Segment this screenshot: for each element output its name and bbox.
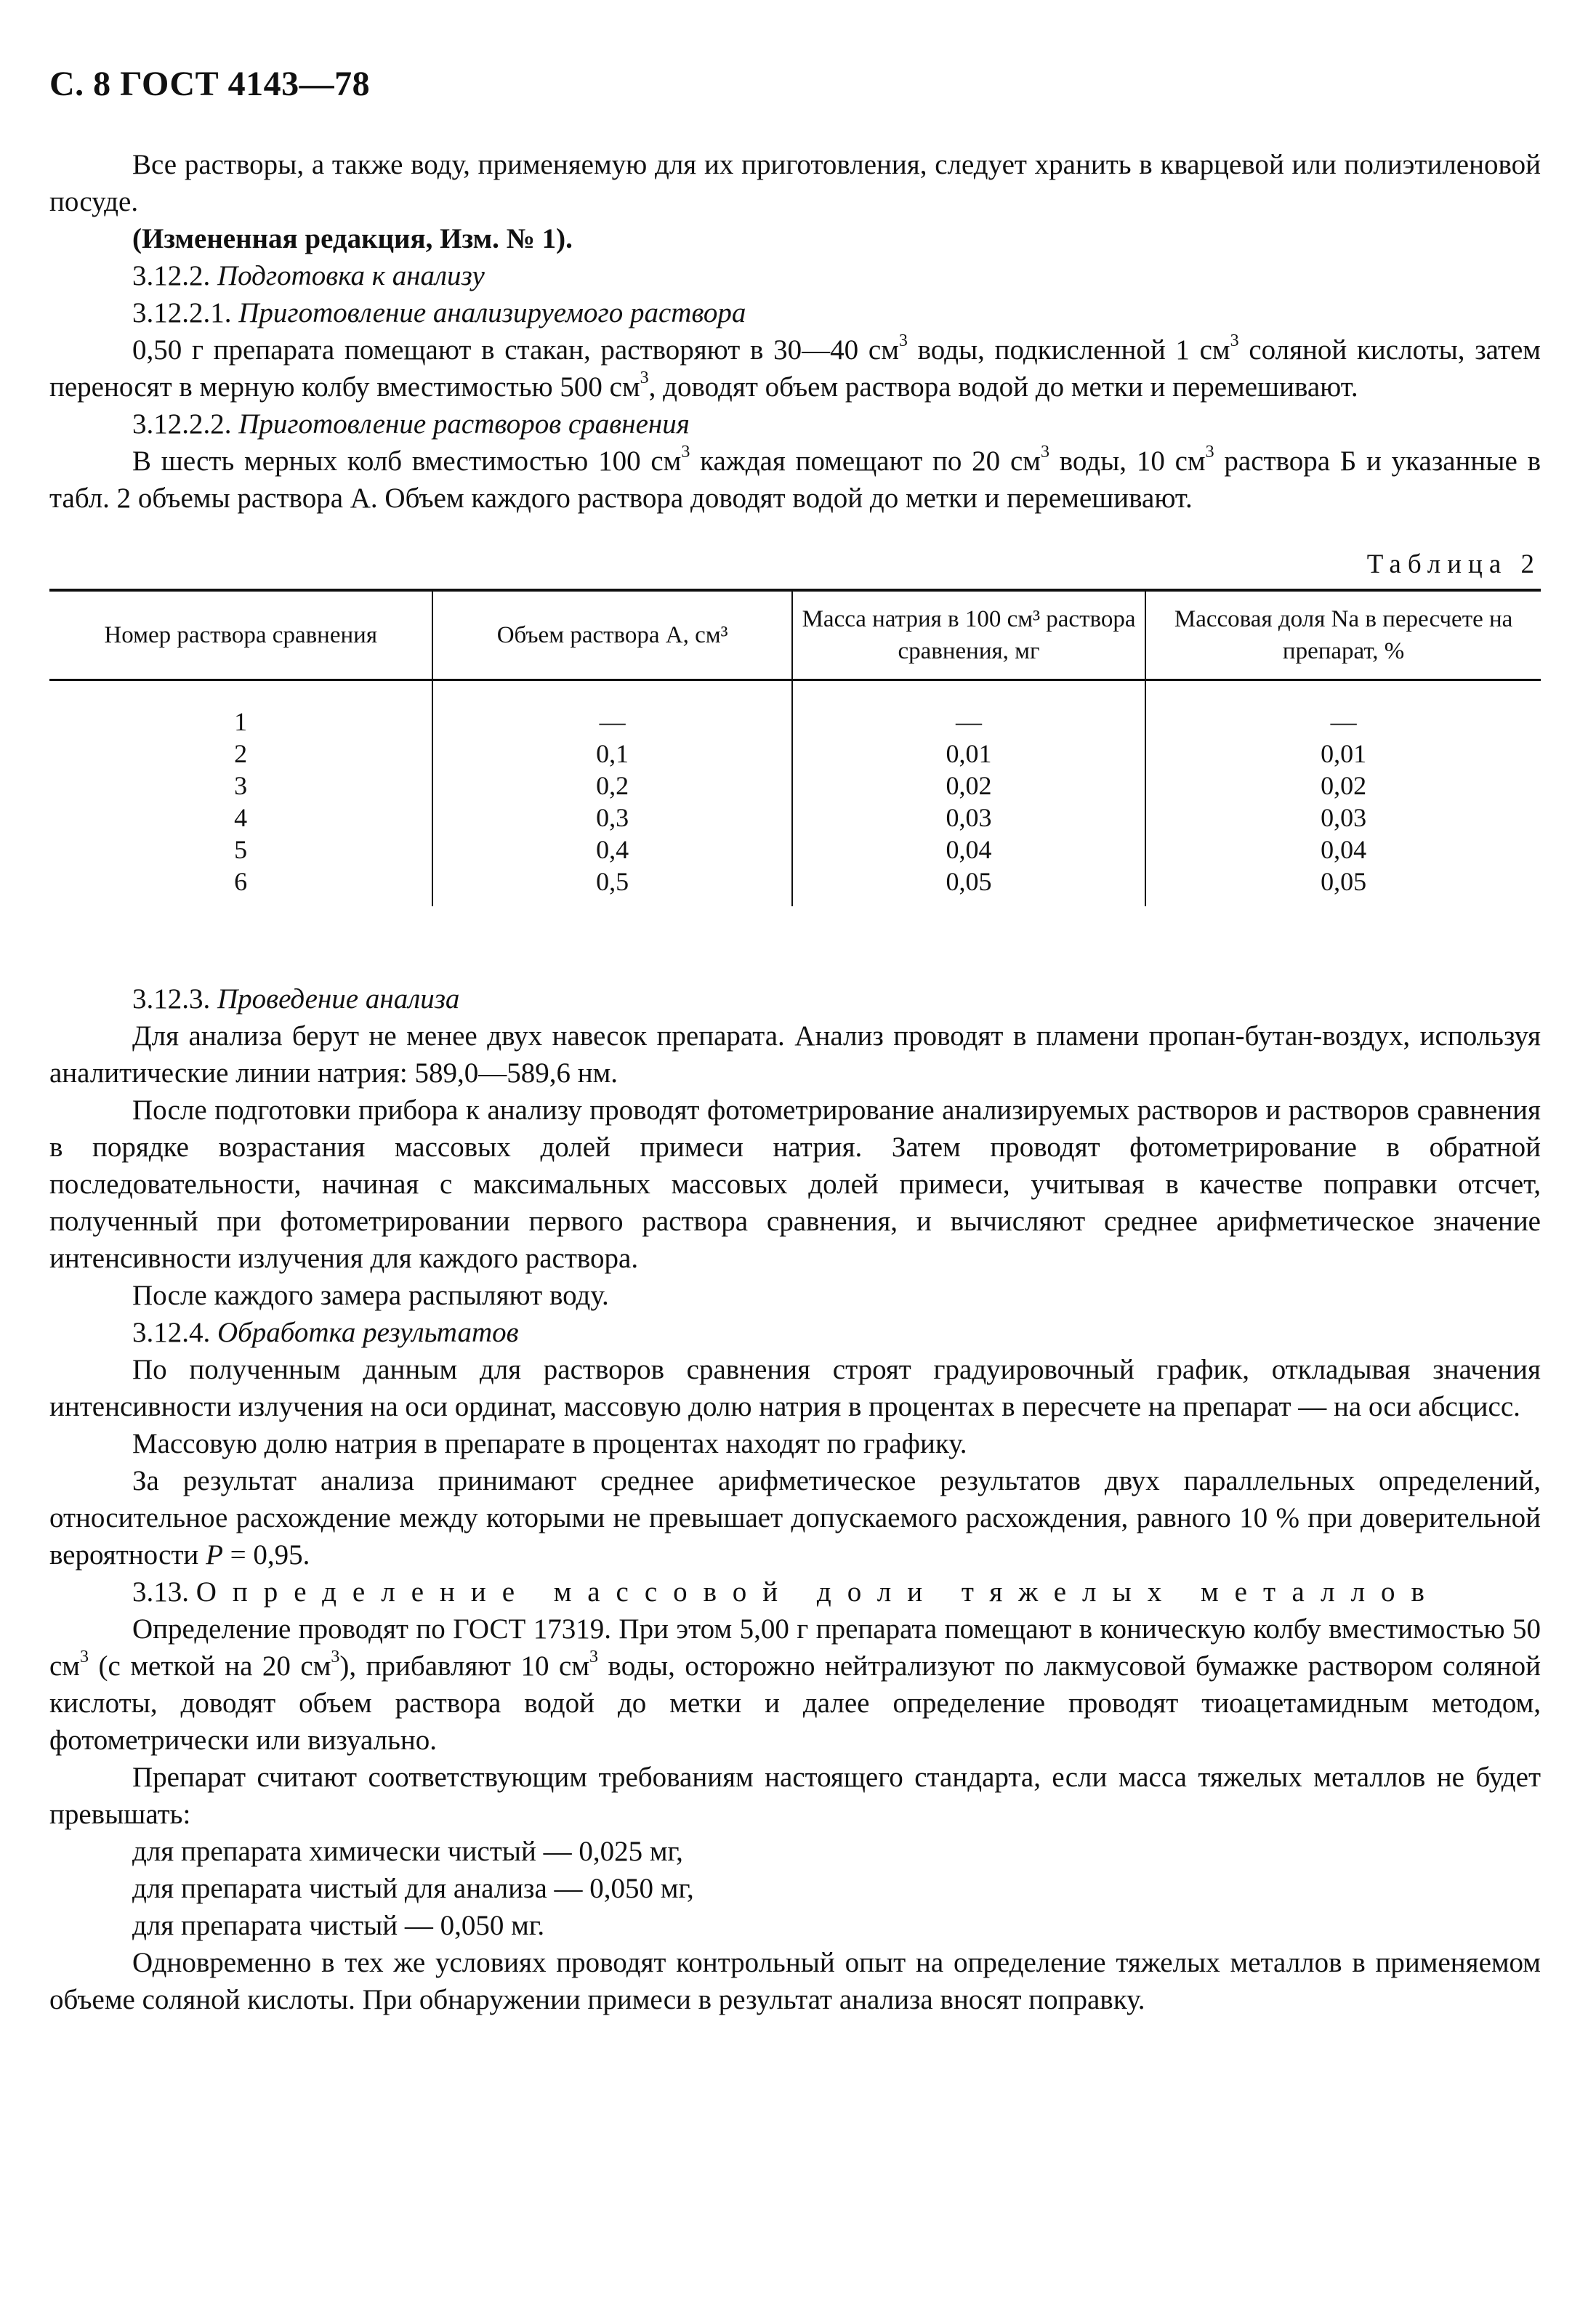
section-title: Приготовление анализируемого раствора: [238, 297, 746, 328]
table-cell: 6: [234, 867, 248, 896]
table-cell: 0,1: [432, 738, 792, 770]
column-header: Объем раствора А, см³: [432, 590, 792, 680]
section-number: 3.12.2.: [132, 260, 217, 291]
section-title: Обработка результатов: [217, 1317, 519, 1348]
reference-solutions-table: [49, 589, 1541, 906]
table-cell: 0,01: [1145, 738, 1541, 770]
table-cell: —: [1145, 680, 1541, 738]
results-paragraph-2: Массовую долю натрия в препарате в процентах находят по графику.: [132, 1428, 967, 1459]
table-row: [49, 770, 1541, 802]
table-cell: 0,04: [1145, 834, 1541, 866]
section-number: 3.12.2.2.: [132, 408, 239, 440]
section-number: 3.12.3.: [132, 983, 217, 1015]
table-cell: 0,03: [792, 802, 1145, 834]
amendment-note: [49, 220, 1541, 257]
table-row: [49, 802, 1541, 834]
table-cell: 0,02: [1145, 770, 1541, 802]
table-cell: —: [792, 680, 1145, 738]
probability-variable: Р: [206, 1539, 223, 1571]
column-header: Массовая доля Na в пересчете на препарат, %: [1145, 590, 1541, 680]
reference-solutions-paragraph: В шесть мерных колб вместимостью 100 $см^3$ каждая помещают по 20 $см^3$ воды, 10 $см^3$ раствора Б и указанные в табл. 2 объемы раствора А. Объем каждого раствора доводят водой до метки и перемешивают.: [49, 443, 1541, 514]
section-3-12-2-2-heading: [49, 406, 1541, 443]
table-header-row: [49, 590, 1541, 680]
analysis-paragraph-1: Для анализа берут не менее двух навесок препарата. Анализ проводят в пламени пропан-бутан-воздух, используя аналитические линии натрия: 589,0—589,6 нм.: [49, 1020, 1541, 1089]
column-header: Номер раствора сравнения: [49, 590, 432, 680]
limit-item: для препарата чистый — 0,050 мг.: [132, 1910, 545, 1941]
table-row: [49, 866, 1541, 906]
analysis-paragraph-3: После каждого замера распыляют воду.: [132, 1280, 609, 1311]
heavy-metals-paragraph-1: Определение проводят по ГОСТ 17319. При этом 5,00 г препарата помещают в коническую колбу вместимостью 50 $см^3$ (с меткой на 20 $см^3$), прибавляют 10 $см^3$ воды, осторожно нейтрализуют по лакмусовой бумажке раствором соляной кислоты, доводят объем раствора водой до метки и далее определение проводят тиоацетамидным методом, фотометрически или визуально.: [49, 1613, 1541, 1756]
results-paragraph-1: По полученным данным для растворов сравнения строят градуировочный график, откладывая значения интенсивности излучения на оси ординат, массовую долю натрия в процентах в пересчете на препарат — на оси абсцисс.: [49, 1354, 1541, 1422]
table-cell: 4: [234, 803, 248, 832]
table-cell: —: [432, 680, 792, 738]
table-cell: 5: [234, 835, 248, 864]
amendment-text: (Измененная редакция, Изм. № 1).: [132, 223, 573, 254]
section-3-12-3-heading: [49, 980, 1541, 1017]
table-cell: 0,05: [1145, 866, 1541, 906]
table-cell: 0,4: [432, 834, 792, 866]
table-cell: 1: [234, 707, 248, 736]
table-cell: 3: [234, 771, 248, 800]
table-cell: 0,3: [432, 802, 792, 834]
table-caption: Таблица 2: [1366, 549, 1541, 579]
page-header: С. 8 ГОСТ 4143—78: [49, 65, 371, 103]
table-cell: 0,5: [432, 866, 792, 906]
heavy-metals-paragraph-3: Одновременно в тех же условиях проводят контрольный опыт на определение тяжелых металлов в применяемом объеме соляной кислоты. При обнаружении примеси в результат анализа вносят поправку.: [49, 1947, 1541, 2015]
document-page: [49, 64, 1541, 2018]
section-title: Подготовка к анализу: [217, 260, 485, 291]
section-number: 3.12.4.: [132, 1317, 217, 1348]
heavy-metals-paragraph-2: Препарат считают соответствующим требованиям настоящего стандарта, если масса тяжелых металлов не будет превышать:: [49, 1762, 1541, 1830]
table-row: [49, 738, 1541, 770]
section-number: 3.13.: [132, 1576, 196, 1608]
table-cell: 0,04: [792, 834, 1145, 866]
section-3-12-4-heading: [49, 1314, 1541, 1351]
sample-preparation-paragraph: 0,50 г препарата помещают в стакан, растворяют в 30—40 $см^3$ воды, подкисленной 1 $см^3$ соляной кислоты, затем переносят в мерную колбу вместимостью 500 $см^3$, доводят объем раствора водой до метки и перемешивают.: [49, 331, 1541, 403]
analysis-paragraph-2: После подготовки прибора к анализу проводят фотометрирование анализируемых растворов и растворов сравнения в порядке возрастания массовых долей примеси натрия. Затем проводят фотометрирование в обратной последовательности, начиная с максимальных массовых долей примеси, учитывая в качестве поправки отсчет, полученный при фотометрировании первого раствора сравнения, и вычисляют среднее арифметическое значение интенсивности излучения для каждого раствора.: [49, 1094, 1541, 1274]
storage-paragraph: Все растворы, а также воду, применяемую для их приготовления, следует хранить в кварцевой или полиэтиленовой посуде.: [49, 149, 1541, 217]
section-number: 3.12.2.1.: [132, 297, 239, 328]
table-cell: 0,02: [792, 770, 1145, 802]
limit-item: для препарата химически чистый — 0,025 мг,: [132, 1836, 683, 1867]
section-title: Проведение анализа: [217, 983, 460, 1015]
results-paragraph-3: За результат анализа принимают среднее арифметическое результатов двух параллельных определений, относительное расхождение между которыми не превышает допускаемого расхождения, равного 10 % при доверительной вероятности Р = 0,95.: [49, 1465, 1541, 1571]
table-cell: 0,2: [432, 770, 792, 802]
table-cell: 0,01: [792, 738, 1145, 770]
limit-item: для препарата чистый для анализа — 0,050 мг,: [132, 1873, 694, 1904]
table-cell: 0,05: [792, 866, 1145, 906]
section-3-13-heading: [49, 1573, 1541, 1610]
section-3-12-2-heading: [49, 257, 1541, 294]
section-3-12-2-1-heading: [49, 294, 1541, 331]
table-cell: 2: [234, 739, 248, 768]
table-cell: 0,03: [1145, 802, 1541, 834]
section-title: Определение массовой доли тяжелых металлов: [196, 1576, 1440, 1608]
section-title: Приготовление растворов сравнения: [238, 408, 690, 440]
table-row: [49, 680, 1541, 738]
table-row: [49, 834, 1541, 866]
column-header: Масса натрия в 100 см³ раствора сравнения, мг: [792, 590, 1145, 680]
